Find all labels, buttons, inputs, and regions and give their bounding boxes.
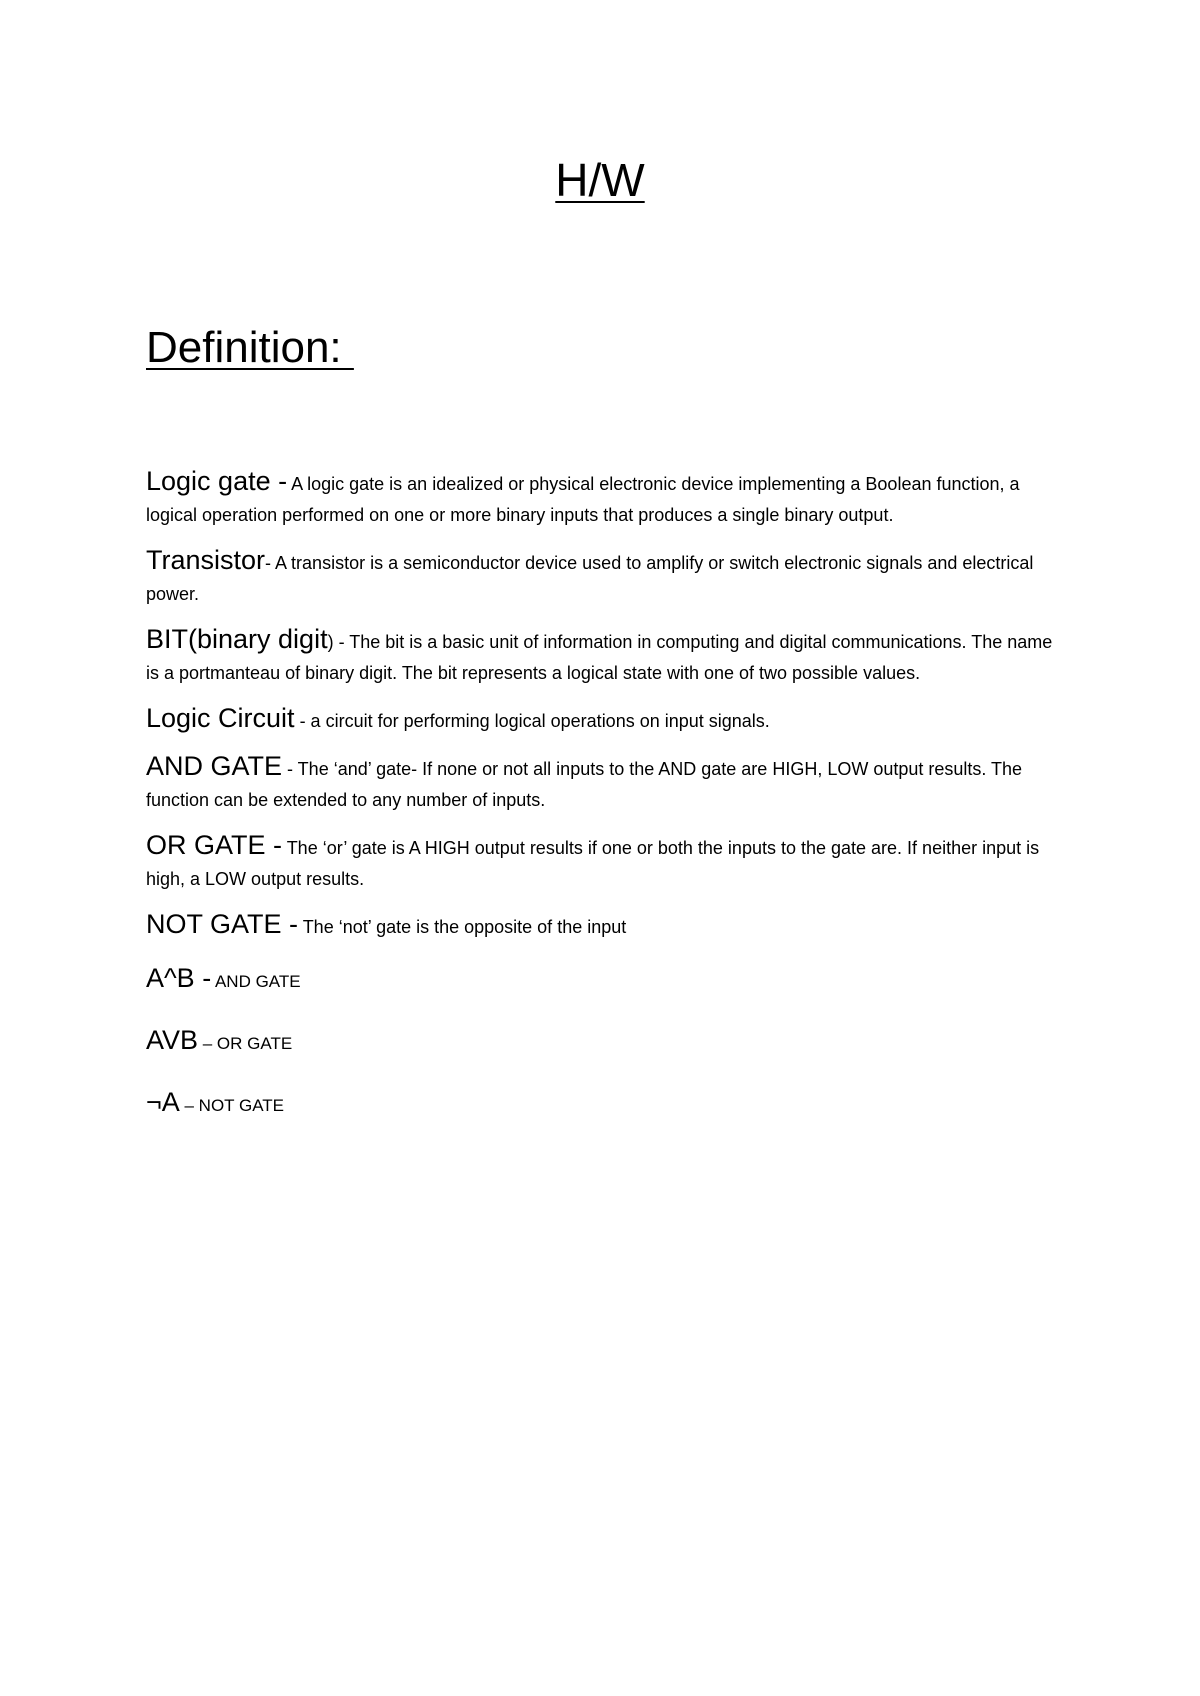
symbol-term: ¬A bbox=[146, 1087, 180, 1117]
definition-term: Logic gate - bbox=[146, 466, 288, 496]
definition-term: BIT(binary digit bbox=[146, 624, 328, 654]
definition-term: Transistor bbox=[146, 545, 266, 575]
symbol-not bbox=[146, 1081, 1058, 1127]
definition-term: NOT GATE - bbox=[146, 909, 299, 939]
definition-text: The ‘or’ gate is A HIGH output results if one or both the inputs to the gate are. If neither input is high, a LOW output results. bbox=[146, 838, 1040, 889]
document-title-text: H/W bbox=[555, 154, 645, 206]
definition-logic-gate bbox=[146, 466, 1058, 531]
symbol-and bbox=[146, 957, 1058, 1003]
definition-not-gate bbox=[146, 909, 1058, 943]
definition-text: The ‘not’ gate is the opposite of the input bbox=[298, 917, 627, 937]
symbol-text: AND GATE bbox=[211, 972, 301, 991]
document-title bbox=[0, 152, 1200, 208]
definition-or-gate bbox=[146, 830, 1058, 895]
definition-logic-circuit bbox=[146, 703, 1058, 737]
definition-term: AND GATE bbox=[146, 751, 283, 781]
definition-term: Logic Circuit bbox=[146, 703, 295, 733]
symbol-text: – NOT GATE bbox=[179, 1096, 285, 1115]
definition-text: - The ‘and’ gate- If none or not all inputs to the AND gate are HIGH, LOW output results. The function can be extended to any number of inputs. bbox=[146, 759, 1023, 810]
definition-text: - A transistor is a semiconductor device used to amplify or switch electronic signals and electrical power. bbox=[146, 553, 1034, 604]
definition-text: ) - The bit is a basic unit of information in computing and digital communications. The name is a portmanteau of binary digit. The bit represents a logical state with one of two possible values. bbox=[146, 632, 1053, 683]
definition-bit bbox=[146, 624, 1058, 689]
section-heading-definition: Definition: bbox=[146, 323, 354, 372]
definition-term: OR GATE - bbox=[146, 830, 283, 860]
symbol-term: A^B - bbox=[146, 963, 212, 993]
symbol-or bbox=[146, 1019, 1058, 1065]
symbol-text: – OR GATE bbox=[198, 1034, 293, 1053]
definition-text: - a circuit for performing logical operations on input signals. bbox=[294, 711, 770, 731]
symbol-term: AVB bbox=[146, 1025, 199, 1055]
definitions-list bbox=[146, 466, 1058, 1143]
definition-and-gate bbox=[146, 751, 1058, 816]
definition-transistor bbox=[146, 545, 1058, 610]
definition-text: A logic gate is an idealized or physical electronic device implementing a Boolean function, a logical operation performed on one or more binary inputs that produces a single binary output. bbox=[146, 474, 1020, 525]
